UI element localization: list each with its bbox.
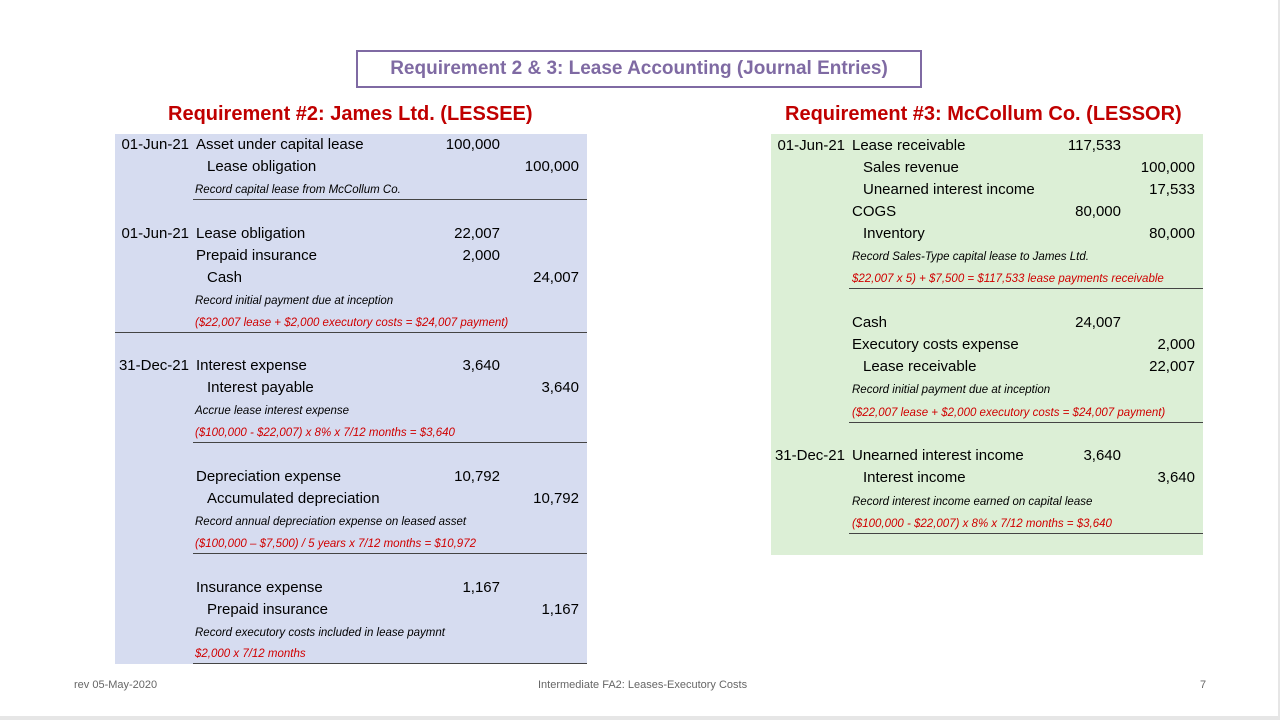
credit-amount: 24,007 (533, 269, 579, 286)
entry-divider (193, 663, 587, 664)
journal-line (115, 156, 587, 178)
lessee-journal-panel (115, 134, 587, 664)
slide-edge-bottom (0, 716, 1280, 720)
credit-account: Accumulated depreciation (207, 490, 380, 507)
debit-amount: 22,007 (454, 225, 500, 242)
credit-amount: 17,533 (1149, 181, 1195, 198)
debit-account: Lease obligation (196, 225, 306, 242)
entry-calculation: ($100,000 – $7,500) / 5 years x 7/12 months = $10,972 (195, 538, 476, 550)
lessee-heading: Requirement #2: James Ltd. (LESSEE) (168, 103, 533, 125)
credit-account: Unearned interest income (863, 181, 1035, 198)
journal-line (771, 467, 1203, 489)
journal-line (115, 134, 587, 156)
credit-account: Interest payable (207, 379, 314, 396)
credit-amount: 100,000 (524, 158, 579, 175)
debit-amount: 117,533 (1067, 137, 1121, 154)
journal-line (771, 445, 1203, 467)
entry-divider (849, 288, 1203, 289)
entry-divider (115, 332, 587, 333)
journal-line (115, 355, 587, 377)
entry-note: Record capital lease from McCollum Co. (195, 184, 401, 196)
debit-amount: 3,640 (1083, 447, 1121, 464)
entry-divider (193, 442, 587, 443)
debit-amount: 24,007 (1075, 314, 1121, 331)
credit-account: Cash (207, 269, 243, 286)
journal-line (115, 599, 587, 621)
debit-account: Lease receivable (852, 137, 966, 154)
footer-course-title: Intermediate FA2: Leases-Executory Costs (538, 679, 748, 691)
lessor-heading: Requirement #3: McCollum Co. (LESSOR) (785, 103, 1182, 125)
credit-account: Prepaid insurance (207, 601, 328, 618)
journal-line (771, 179, 1203, 201)
debit-account: Cash (852, 314, 888, 331)
entry-divider (849, 422, 1203, 423)
entry-note: Record Sales-Type capital lease to James Ltd. (852, 251, 1089, 263)
debit-account: COGS (852, 203, 897, 220)
footer-page-number: 7 (1200, 679, 1207, 691)
entry-date: 31-Dec-21 (774, 447, 845, 464)
footer-revision: rev 05-May-2020 (74, 679, 158, 691)
debit-amount: 1,167 (462, 579, 500, 596)
debit-account: Insurance expense (196, 579, 323, 596)
journal-line (771, 135, 1203, 157)
journal-line (771, 312, 1203, 334)
journal-line (115, 577, 587, 599)
debit-amount: 10,792 (454, 468, 500, 485)
credit-amount: 3,640 (1157, 469, 1195, 486)
journal-line (115, 223, 587, 245)
entry-calculation: $2,000 x 7/12 months (195, 648, 306, 660)
entry-date: 01-Jun-21 (121, 225, 189, 242)
entry-divider (849, 533, 1203, 534)
entry-note: Record initial payment due at inception (195, 295, 394, 307)
debit-account: Unearned interest income (852, 447, 1024, 464)
journal-line (115, 245, 587, 267)
journal-line (115, 466, 587, 488)
entry-calculation: $22,007 x 5) + $7,500 = $117,533 lease payments receivable (852, 273, 1164, 285)
entry-divider (193, 199, 587, 200)
debit-amount: 80,000 (1075, 203, 1121, 220)
journal-line (115, 377, 587, 399)
entry-note: Record interest income earned on capital lease (852, 496, 1093, 508)
credit-amount: 10,792 (533, 490, 579, 507)
credit-account: Interest income (863, 469, 966, 486)
entry-calculation: ($22,007 lease + $2,000 executory costs = $24,007 payment) (195, 317, 509, 329)
debit-account: Interest expense (196, 357, 307, 374)
entry-divider (193, 553, 587, 554)
debit-amount: 100,000 (445, 136, 500, 153)
journal-line (771, 356, 1203, 378)
debit-account: Prepaid insurance (196, 247, 317, 264)
journal-line (771, 201, 1203, 223)
debit-amount: 2,000 (462, 247, 500, 264)
entry-date: 01-Jun-21 (121, 136, 189, 153)
debit-account: Asset under capital lease (196, 136, 364, 153)
debit-account: Depreciation expense (196, 468, 342, 485)
credit-account: Executory costs expense (852, 336, 1019, 353)
credit-amount: 80,000 (1149, 225, 1195, 242)
credit-account: Sales revenue (863, 159, 959, 176)
credit-amount: 1,167 (541, 601, 579, 618)
entry-date: 01-Jun-21 (777, 137, 845, 154)
journal-line (771, 157, 1203, 179)
entry-note: Record annual depreciation expense on leased asset (195, 516, 467, 528)
entry-note: Record executory costs included in lease paymnt (195, 627, 445, 639)
journal-line (771, 334, 1203, 356)
entry-calculation: ($100,000 - $22,007) x 8% x 7/12 months = $3,640 (195, 427, 455, 439)
slide-title: Requirement 2 & 3: Lease Accounting (Journal Entries) (356, 50, 922, 88)
journal-line (771, 223, 1203, 245)
entry-calculation: ($100,000 - $22,007) x 8% x 7/12 months = $3,640 (852, 518, 1112, 530)
debit-amount: 3,640 (462, 357, 500, 374)
credit-account: Inventory (863, 225, 925, 242)
credit-account: Lease receivable (863, 358, 977, 375)
credit-amount: 2,000 (1157, 336, 1195, 353)
journal-line (115, 267, 587, 289)
credit-account: Lease obligation (207, 158, 317, 175)
journal-line (115, 488, 587, 510)
lessor-journal-panel (771, 134, 1203, 555)
entry-date: 31-Dec-21 (118, 357, 189, 374)
entry-calculation: ($22,007 lease + $2,000 executory costs = $24,007 payment) (852, 407, 1166, 419)
credit-amount: 22,007 (1149, 358, 1195, 375)
credit-amount: 3,640 (541, 379, 579, 396)
entry-note: Record initial payment due at inception (852, 384, 1051, 396)
credit-amount: 100,000 (1140, 159, 1195, 176)
entry-note: Accrue lease interest expense (195, 405, 350, 417)
